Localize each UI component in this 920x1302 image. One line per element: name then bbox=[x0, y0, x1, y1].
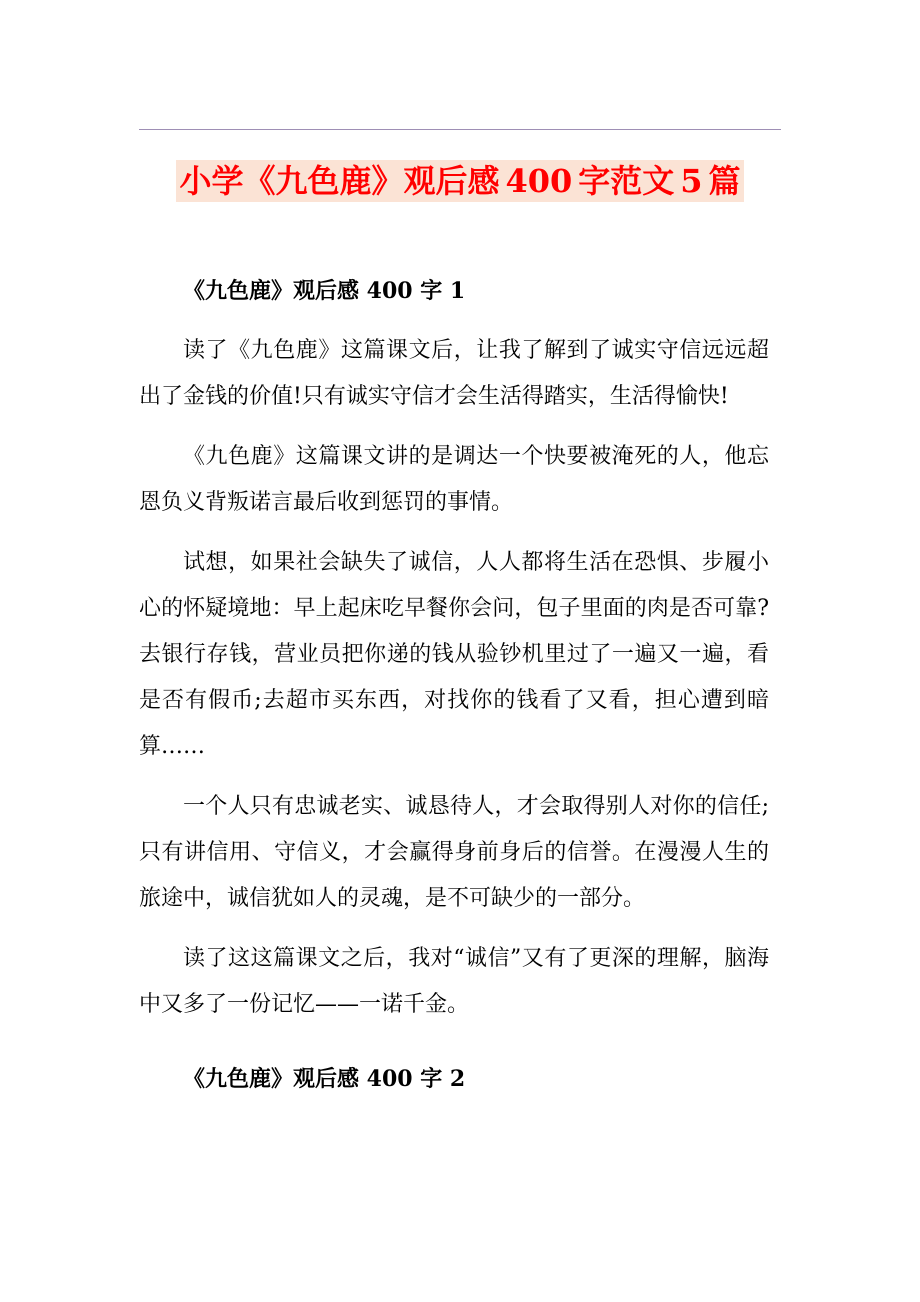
header-divider bbox=[139, 129, 781, 130]
title-part: 篇 bbox=[706, 160, 744, 202]
paragraph: 一个人只有忠诚老实、诚恳待人，才会取得别人对你的信任;只有讲信用、守信义，才会赢得身前身后的信誉。在漫漫人生的旅途中，诚信犹如人的灵魂，是不可缺少的一部分。 bbox=[139, 794, 769, 911]
document-title bbox=[0, 156, 920, 206]
paragraph: 《九色鹿》这篇课文讲的是调达一个快要被淹死的人，他忘恩负义背叛诺言最后收到惩罚的事情。 bbox=[139, 444, 769, 515]
section-heading: 《九色鹿》观后感 400 字 2 bbox=[183, 1066, 466, 1092]
document-body bbox=[139, 268, 769, 1116]
paragraph: 读了《九色鹿》这篇课文后，让我了解到了诚实守信远远超出了金钱的价值!只有诚实守信才会生活得踏实，生活得愉快! bbox=[139, 338, 769, 409]
section-heading: 《九色鹿》观后感 400 字 1 bbox=[183, 278, 466, 304]
paragraph: 读了这这篇课文之后，我对“诚信”又有了更深的理解，脑海中又多了一份记忆——一诺千金。 bbox=[139, 946, 769, 1017]
title-part: 字范文 bbox=[575, 160, 677, 202]
title-part: 5 bbox=[677, 160, 705, 202]
title-part: 400 bbox=[502, 160, 575, 202]
title-part: 小学《九色鹿》观后感 bbox=[176, 160, 502, 202]
paragraph: 试想，如果社会缺失了诚信，人人都将生活在恐惧、步履小心的怀疑境地：早上起床吃早餐你会问，包子里面的肉是否可靠?去银行存钱，营业员把你递的钱从验钞机里过了一遍又一遍，看是否有假币;去超市买东西，对找你的钱看了又看，担心遭到暗算…… bbox=[139, 550, 769, 759]
